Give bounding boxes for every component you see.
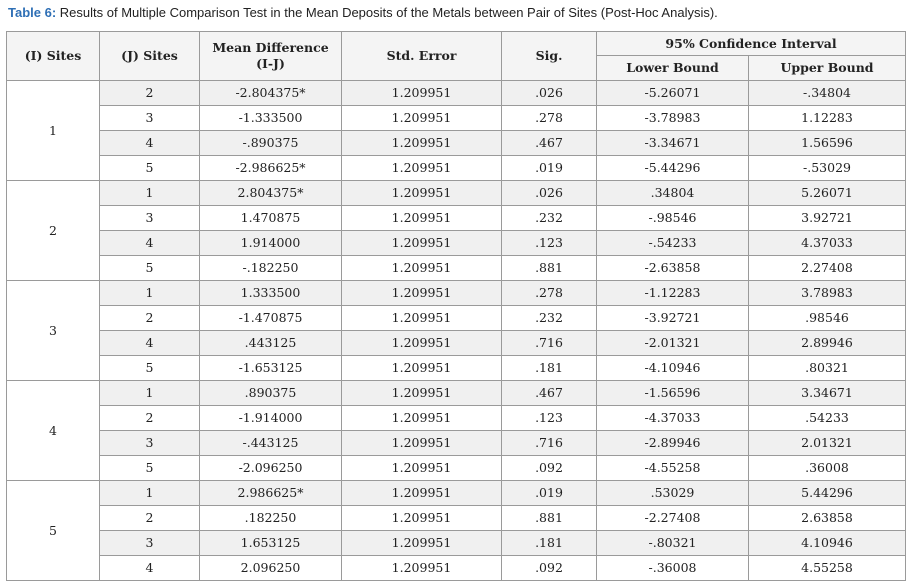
table-caption: [8, 4, 908, 22]
caption-text: Results of Multiple Comparison Test in the Mean Deposits of the Metals between Pair of Sites (Post-Hoc Analysis).: [56, 5, 718, 20]
results-table: [6, 31, 906, 581]
site-j-cell: 5: [100, 356, 200, 381]
upper-bound-cell: -.53029: [749, 156, 906, 181]
site-j-cell: 3: [100, 431, 200, 456]
site-j-cell: 1: [100, 481, 200, 506]
header-sig: Sig.: [502, 32, 597, 81]
mean-difference-cell: 1.653125: [200, 531, 342, 556]
site-j-cell: 3: [100, 106, 200, 131]
lower-bound-cell: -3.78983: [597, 106, 749, 131]
upper-bound-cell: 4.37033: [749, 231, 906, 256]
upper-bound-cell: .54233: [749, 406, 906, 431]
sig-cell: .467: [502, 381, 597, 406]
lower-bound-cell: -2.27408: [597, 506, 749, 531]
sig-cell: .123: [502, 406, 597, 431]
std-error-cell: 1.209951: [342, 256, 502, 281]
mean-difference-cell: 2.096250: [200, 556, 342, 581]
mean-difference-cell: .890375: [200, 381, 342, 406]
sig-cell: .716: [502, 331, 597, 356]
mean-difference-cell: 1.470875: [200, 206, 342, 231]
site-j-cell: 5: [100, 456, 200, 481]
lower-bound-cell: -1.56596: [597, 381, 749, 406]
sig-cell: .019: [502, 156, 597, 181]
upper-bound-cell: 2.89946: [749, 331, 906, 356]
std-error-cell: 1.209951: [342, 231, 502, 256]
site-j-cell: 4: [100, 331, 200, 356]
sig-cell: .123: [502, 231, 597, 256]
mean-difference-cell: .182250: [200, 506, 342, 531]
lower-bound-cell: -.54233: [597, 231, 749, 256]
upper-bound-cell: 1.56596: [749, 131, 906, 156]
site-j-cell: 3: [100, 531, 200, 556]
upper-bound-cell: 2.27408: [749, 256, 906, 281]
mean-difference-cell: -1.914000: [200, 406, 342, 431]
site-j-cell: 4: [100, 131, 200, 156]
table-body: [7, 81, 906, 581]
std-error-cell: 1.209951: [342, 506, 502, 531]
sig-cell: .181: [502, 531, 597, 556]
lower-bound-cell: -2.01321: [597, 331, 749, 356]
std-error-cell: 1.209951: [342, 156, 502, 181]
std-error-cell: 1.209951: [342, 531, 502, 556]
sig-cell: .092: [502, 556, 597, 581]
lower-bound-cell: -2.89946: [597, 431, 749, 456]
lower-bound-cell: -4.55258: [597, 456, 749, 481]
std-error-cell: 1.209951: [342, 481, 502, 506]
site-i-cell: 4: [7, 381, 100, 481]
lower-bound-cell: -.98546: [597, 206, 749, 231]
header-mean-difference-line2: (I-J): [256, 56, 285, 71]
mean-difference-cell: -.182250: [200, 256, 342, 281]
std-error-cell: 1.209951: [342, 181, 502, 206]
sig-cell: .278: [502, 281, 597, 306]
lower-bound-cell: -3.92721: [597, 306, 749, 331]
header-std-error: Std. Error: [342, 32, 502, 81]
site-j-cell: 5: [100, 156, 200, 181]
upper-bound-cell: 4.55258: [749, 556, 906, 581]
std-error-cell: 1.209951: [342, 206, 502, 231]
site-j-cell: 3: [100, 206, 200, 231]
upper-bound-cell: 4.10946: [749, 531, 906, 556]
std-error-cell: 1.209951: [342, 131, 502, 156]
mean-difference-cell: -1.653125: [200, 356, 342, 381]
table-row: [7, 506, 906, 531]
lower-bound-cell: -3.34671: [597, 131, 749, 156]
table-row: [7, 256, 906, 281]
table-row: [7, 356, 906, 381]
upper-bound-cell: .80321: [749, 356, 906, 381]
upper-bound-cell: 5.44296: [749, 481, 906, 506]
upper-bound-cell: 5.26071: [749, 181, 906, 206]
std-error-cell: 1.209951: [342, 81, 502, 106]
std-error-cell: 1.209951: [342, 331, 502, 356]
std-error-cell: 1.209951: [342, 431, 502, 456]
site-j-cell: 2: [100, 406, 200, 431]
std-error-cell: 1.209951: [342, 456, 502, 481]
table-row: [7, 281, 906, 306]
mean-difference-cell: -2.986625*: [200, 156, 342, 181]
header-upper-bound: Upper Bound: [749, 56, 906, 81]
header-mean-difference-line1: Mean Difference: [212, 40, 329, 55]
table-row: [7, 106, 906, 131]
lower-bound-cell: -5.26071: [597, 81, 749, 106]
site-j-cell: 1: [100, 381, 200, 406]
sig-cell: .026: [502, 181, 597, 206]
sig-cell: .092: [502, 456, 597, 481]
lower-bound-cell: -4.10946: [597, 356, 749, 381]
upper-bound-cell: 1.12283: [749, 106, 906, 131]
header-j-sites: (J) Sites: [100, 32, 200, 81]
mean-difference-cell: -.890375: [200, 131, 342, 156]
table-row: [7, 406, 906, 431]
upper-bound-cell: 2.01321: [749, 431, 906, 456]
site-j-cell: 2: [100, 81, 200, 106]
site-i-cell: 2: [7, 181, 100, 281]
site-j-cell: 1: [100, 181, 200, 206]
sig-cell: .232: [502, 206, 597, 231]
sig-cell: .019: [502, 481, 597, 506]
table-row: [7, 556, 906, 581]
mean-difference-cell: 2.804375*: [200, 181, 342, 206]
lower-bound-cell: .53029: [597, 481, 749, 506]
header-row-1: [7, 32, 906, 56]
upper-bound-cell: .98546: [749, 306, 906, 331]
site-j-cell: 4: [100, 556, 200, 581]
mean-difference-cell: -2.096250: [200, 456, 342, 481]
sig-cell: .181: [502, 356, 597, 381]
mean-difference-cell: 1.914000: [200, 231, 342, 256]
sig-cell: .232: [502, 306, 597, 331]
mean-difference-cell: -.443125: [200, 431, 342, 456]
header-confidence-interval: 95% Confidence Interval: [597, 32, 906, 56]
lower-bound-cell: -4.37033: [597, 406, 749, 431]
site-j-cell: 4: [100, 231, 200, 256]
mean-difference-cell: -1.333500: [200, 106, 342, 131]
lower-bound-cell: -2.63858: [597, 256, 749, 281]
upper-bound-cell: 2.63858: [749, 506, 906, 531]
table-row: [7, 206, 906, 231]
sig-cell: .716: [502, 431, 597, 456]
mean-difference-cell: 2.986625*: [200, 481, 342, 506]
lower-bound-cell: .34804: [597, 181, 749, 206]
sig-cell: .278: [502, 106, 597, 131]
upper-bound-cell: 3.78983: [749, 281, 906, 306]
std-error-cell: 1.209951: [342, 556, 502, 581]
mean-difference-cell: .443125: [200, 331, 342, 356]
table-row: [7, 231, 906, 256]
std-error-cell: 1.209951: [342, 381, 502, 406]
table-row: [7, 431, 906, 456]
table-row: [7, 531, 906, 556]
table-row: [7, 456, 906, 481]
table-row: [7, 156, 906, 181]
table-row: [7, 381, 906, 406]
site-j-cell: 5: [100, 256, 200, 281]
std-error-cell: 1.209951: [342, 106, 502, 131]
table-row: [7, 131, 906, 156]
table-row: [7, 331, 906, 356]
table-row: [7, 81, 906, 106]
upper-bound-cell: -.34804: [749, 81, 906, 106]
sig-cell: .467: [502, 131, 597, 156]
site-i-cell: 5: [7, 481, 100, 581]
std-error-cell: 1.209951: [342, 281, 502, 306]
site-j-cell: 2: [100, 306, 200, 331]
mean-difference-cell: 1.333500: [200, 281, 342, 306]
upper-bound-cell: 3.92721: [749, 206, 906, 231]
lower-bound-cell: -1.12283: [597, 281, 749, 306]
table-row: [7, 306, 906, 331]
caption-label: Table 6:: [8, 5, 57, 20]
upper-bound-cell: 3.34671: [749, 381, 906, 406]
std-error-cell: 1.209951: [342, 306, 502, 331]
lower-bound-cell: -.80321: [597, 531, 749, 556]
lower-bound-cell: -.36008: [597, 556, 749, 581]
lower-bound-cell: -5.44296: [597, 156, 749, 181]
upper-bound-cell: .36008: [749, 456, 906, 481]
std-error-cell: 1.209951: [342, 356, 502, 381]
std-error-cell: 1.209951: [342, 406, 502, 431]
sig-cell: .881: [502, 256, 597, 281]
mean-difference-cell: -2.804375*: [200, 81, 342, 106]
header-i-sites: (I) Sites: [7, 32, 100, 81]
table-row: [7, 181, 906, 206]
site-j-cell: 1: [100, 281, 200, 306]
table-row: [7, 481, 906, 506]
site-i-cell: 1: [7, 81, 100, 181]
header-lower-bound: Lower Bound: [597, 56, 749, 81]
site-i-cell: 3: [7, 281, 100, 381]
sig-cell: .026: [502, 81, 597, 106]
sig-cell: .881: [502, 506, 597, 531]
site-j-cell: 2: [100, 506, 200, 531]
header-mean-difference: [200, 32, 342, 81]
mean-difference-cell: -1.470875: [200, 306, 342, 331]
